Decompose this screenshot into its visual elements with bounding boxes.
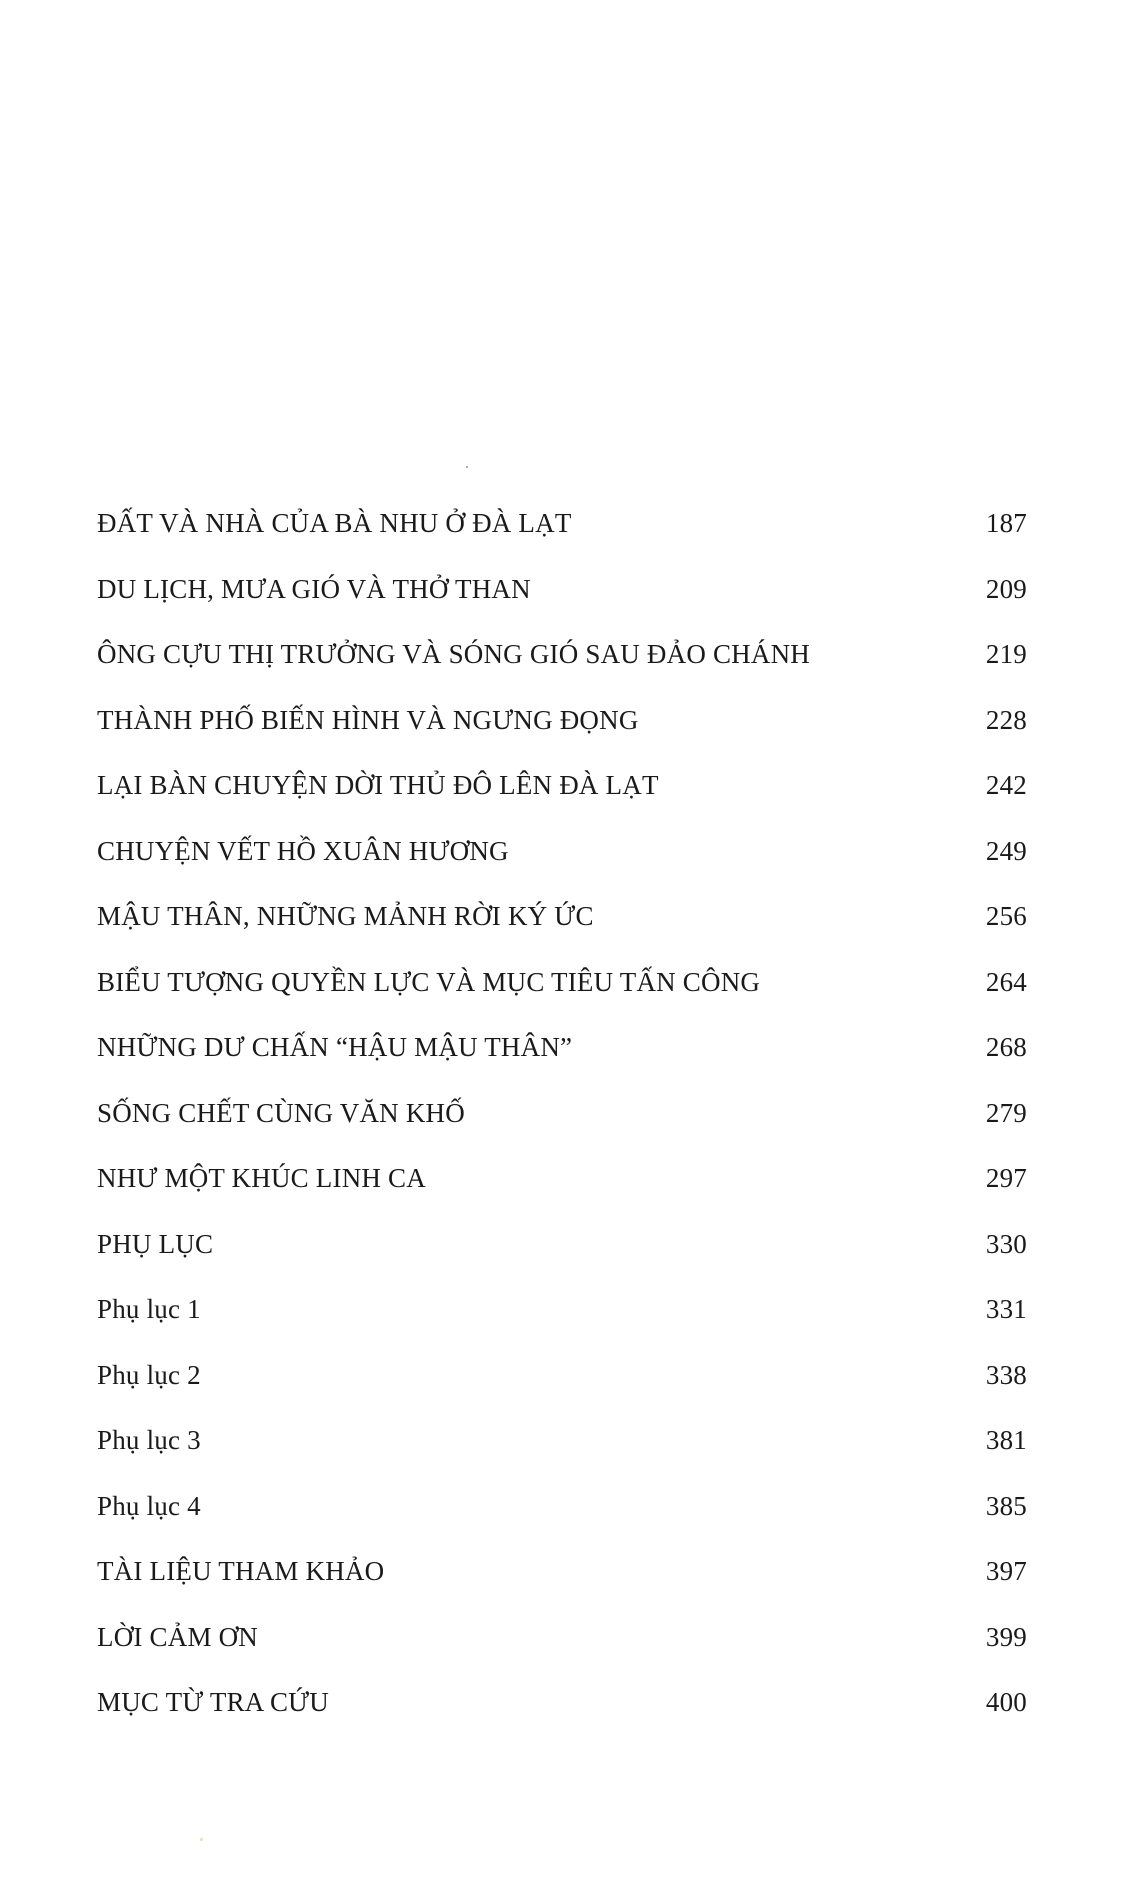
toc-entry	[97, 965, 1027, 1031]
toc-entry-page: 338	[985, 1359, 1027, 1390]
toc-entry	[97, 1620, 1027, 1686]
scan-speck	[200, 1838, 203, 1841]
toc-entry-page: 256	[985, 901, 1027, 931]
toc-entry-page: 381	[985, 1425, 1027, 1455]
toc-entry-page: 399	[985, 1621, 1027, 1652]
toc-entry-title: LẠI BÀN CHUYỆN DỜI THỦ ĐÔ LÊN ĐÀ LẠT	[97, 770, 659, 800]
toc-entry	[97, 637, 1027, 703]
toc-entry-page: 264	[985, 966, 1027, 997]
toc-entry-page: 331	[985, 1294, 1027, 1324]
toc-entry-title: BIỂU TƯỢNG QUYỀN LỰC VÀ MỤC TIÊU TẤN CÔNG	[97, 966, 761, 997]
toc-entry-page: 385	[985, 1490, 1027, 1521]
toc-entry-title: Phụ lục 2	[97, 1359, 201, 1390]
toc-entry	[97, 1161, 1027, 1227]
toc-entry	[97, 1489, 1027, 1555]
toc-entry	[97, 1685, 1027, 1751]
toc-entry	[97, 834, 1027, 900]
toc-entry-title: PHỤ LỤC	[97, 1228, 214, 1259]
toc-entry	[97, 899, 1027, 965]
toc-entry	[97, 1358, 1027, 1424]
toc-entry	[97, 703, 1027, 769]
toc-entry-title: Phụ lục 3	[97, 1425, 201, 1455]
toc-entry	[97, 1292, 1027, 1358]
toc-entry-page: 187	[985, 508, 1027, 538]
toc-entry	[97, 1554, 1027, 1620]
table-of-contents	[97, 506, 1027, 1751]
toc-entry-page: 209	[985, 573, 1027, 604]
toc-entry-title: TÀI LIỆU THAM KHẢO	[97, 1556, 385, 1586]
toc-entry-page: 242	[985, 770, 1027, 800]
toc-entry	[97, 1030, 1027, 1096]
toc-entry-page: 268	[985, 1032, 1027, 1062]
toc-entry	[97, 1227, 1027, 1293]
toc-entry-title: NHỮNG DƯ CHẤN “HẬU MẬU THÂN”	[97, 1032, 573, 1062]
toc-entry	[97, 1096, 1027, 1162]
scan-speck	[466, 466, 468, 468]
toc-entry-title: DU LỊCH, MƯA GIÓ VÀ THỞ THAN	[97, 573, 531, 604]
toc-entry-page: 279	[985, 1097, 1027, 1128]
toc-entry	[97, 572, 1027, 638]
toc-entry-title: CHUYỆN VẾT HỒ XUÂN HƯƠNG	[97, 835, 509, 866]
toc-entry-page: 228	[985, 704, 1027, 735]
toc-entry	[97, 768, 1027, 834]
toc-entry-page: 397	[985, 1556, 1027, 1586]
toc-entry-title: Phụ lục 1	[97, 1294, 201, 1324]
toc-entry-page: 297	[985, 1163, 1027, 1193]
toc-entry-page: 400	[985, 1687, 1027, 1717]
toc-entry-title: LỜI CẢM ƠN	[97, 1621, 258, 1652]
toc-entry	[97, 1423, 1027, 1489]
toc-entry-title: Phụ lục 4	[97, 1490, 201, 1521]
toc-entry-page: 249	[985, 835, 1027, 866]
toc-entry-title: MẬU THÂN, NHỮNG MẢNH RỜI KÝ ỨC	[97, 901, 594, 931]
toc-entry-title: ĐẤT VÀ NHÀ CỦA BÀ NHU Ở ĐÀ LẠT	[97, 508, 572, 538]
toc-entry-page: 330	[985, 1228, 1027, 1259]
toc-entry-title: MỤC TỪ TRA CỨU	[97, 1687, 329, 1717]
toc-entry	[97, 506, 1027, 572]
toc-entry-title: SỐNG CHẾT CÙNG VĂN KHỐ	[97, 1097, 465, 1128]
toc-entry-title: THÀNH PHỐ BIẾN HÌNH VÀ NGƯNG ĐỌNG	[97, 704, 639, 735]
toc-entry-title: NHƯ MỘT KHÚC LINH CA	[97, 1163, 426, 1193]
toc-entry-page: 219	[985, 639, 1027, 669]
toc-entry-title: ÔNG CỰU THỊ TRƯỞNG VÀ SÓNG GIÓ SAU ĐẢO CHÁNH	[97, 639, 810, 669]
